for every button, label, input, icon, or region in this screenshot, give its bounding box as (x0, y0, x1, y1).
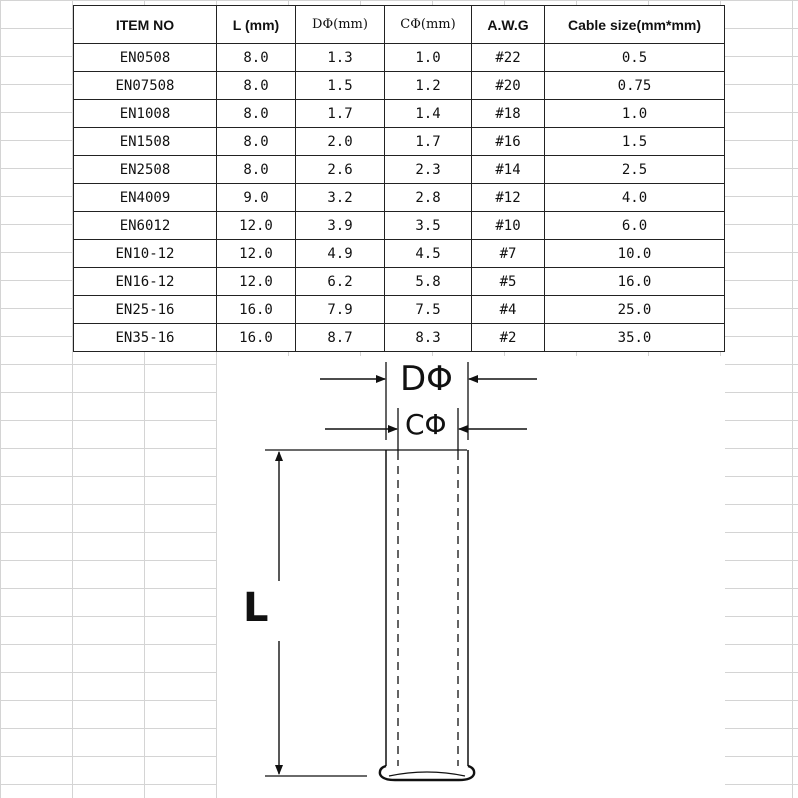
table-row (74, 240, 725, 268)
cell-awg[interactable]: #18 (472, 100, 545, 128)
cell-length[interactable]: 8.0 (217, 100, 296, 128)
table-row (74, 184, 725, 212)
cell-item[interactable]: EN25-16 (74, 296, 217, 324)
cell-cable-size[interactable]: 1.5 (545, 128, 725, 156)
table-row (74, 268, 725, 296)
ferrule-spec-table (73, 5, 725, 352)
cell-awg[interactable]: #20 (472, 72, 545, 100)
outer-diameter-label: DΦ (400, 359, 453, 399)
table-row (74, 44, 725, 72)
cell-inner-diameter[interactable]: 1.4 (385, 100, 472, 128)
cell-length[interactable]: 16.0 (217, 296, 296, 324)
cell-outer-diameter[interactable]: 2.6 (296, 156, 385, 184)
header-length[interactable]: L (mm) (217, 6, 296, 44)
cell-item[interactable]: EN0508 (74, 44, 217, 72)
cell-inner-diameter[interactable]: 7.5 (385, 296, 472, 324)
header-cable-size[interactable]: Cable size(mm*mm) (545, 6, 725, 44)
cell-length[interactable]: 8.0 (217, 128, 296, 156)
cell-item[interactable]: EN2508 (74, 156, 217, 184)
cell-cable-size[interactable]: 16.0 (545, 268, 725, 296)
cell-inner-diameter[interactable]: 4.5 (385, 240, 472, 268)
cell-awg[interactable]: #4 (472, 296, 545, 324)
table-header-row (74, 6, 725, 44)
ferrule-drawing-svg (217, 356, 725, 798)
header-item-no[interactable]: ITEM NO (74, 6, 217, 44)
cell-item[interactable]: EN4009 (74, 184, 217, 212)
cell-cable-size[interactable]: 25.0 (545, 296, 725, 324)
cell-outer-diameter[interactable]: 6.2 (296, 268, 385, 296)
cell-outer-diameter[interactable]: 1.7 (296, 100, 385, 128)
table-row (74, 100, 725, 128)
cell-inner-diameter[interactable]: 5.8 (385, 268, 472, 296)
cell-item[interactable]: EN1508 (74, 128, 217, 156)
header-outer-diameter[interactable]: DΦ(mm) (296, 6, 385, 44)
cell-awg[interactable]: #14 (472, 156, 545, 184)
cell-item[interactable]: EN10-12 (74, 240, 217, 268)
cell-item[interactable]: EN07508 (74, 72, 217, 100)
cell-inner-diameter[interactable]: 1.0 (385, 44, 472, 72)
cell-outer-diameter[interactable]: 1.5 (296, 72, 385, 100)
cell-cable-size[interactable]: 6.0 (545, 212, 725, 240)
cell-inner-diameter[interactable]: 8.3 (385, 324, 472, 352)
cell-outer-diameter[interactable]: 4.9 (296, 240, 385, 268)
table-row (74, 156, 725, 184)
cell-awg[interactable]: #22 (472, 44, 545, 72)
cell-outer-diameter[interactable]: 3.9 (296, 212, 385, 240)
cell-outer-diameter[interactable]: 7.9 (296, 296, 385, 324)
cell-inner-diameter[interactable]: 1.7 (385, 128, 472, 156)
cell-length[interactable]: 12.0 (217, 268, 296, 296)
ferrule-collar (380, 766, 474, 780)
cell-item[interactable]: EN16-12 (74, 268, 217, 296)
cell-item[interactable]: EN6012 (74, 212, 217, 240)
cell-cable-size[interactable]: 1.0 (545, 100, 725, 128)
cell-awg[interactable]: #7 (472, 240, 545, 268)
cell-cable-size[interactable]: 4.0 (545, 184, 725, 212)
cell-length[interactable]: 12.0 (217, 212, 296, 240)
cell-length[interactable]: 16.0 (217, 324, 296, 352)
cell-awg[interactable]: #10 (472, 212, 545, 240)
cell-length[interactable]: 8.0 (217, 44, 296, 72)
cell-cable-size[interactable]: 2.5 (545, 156, 725, 184)
cell-inner-diameter[interactable]: 3.5 (385, 212, 472, 240)
cell-outer-diameter[interactable]: 2.0 (296, 128, 385, 156)
cell-length[interactable]: 8.0 (217, 72, 296, 100)
cell-outer-diameter[interactable]: 1.3 (296, 44, 385, 72)
cell-inner-diameter[interactable]: 2.8 (385, 184, 472, 212)
ferrule-dimension-drawing[interactable] (217, 356, 725, 798)
header-inner-diameter[interactable]: CΦ(mm) (385, 6, 472, 44)
cell-awg[interactable]: #2 (472, 324, 545, 352)
inner-diameter-label: CΦ (405, 408, 447, 441)
header-awg[interactable]: A.W.G (472, 6, 545, 44)
table-row (74, 212, 725, 240)
cell-awg[interactable]: #12 (472, 184, 545, 212)
cell-cable-size[interactable]: 35.0 (545, 324, 725, 352)
cell-inner-diameter[interactable]: 1.2 (385, 72, 472, 100)
cell-item[interactable]: EN1008 (74, 100, 217, 128)
table-row (74, 324, 725, 352)
cell-outer-diameter[interactable]: 3.2 (296, 184, 385, 212)
cell-awg[interactable]: #16 (472, 128, 545, 156)
cell-cable-size[interactable]: 10.0 (545, 240, 725, 268)
cell-cable-size[interactable]: 0.75 (545, 72, 725, 100)
cell-outer-diameter[interactable]: 8.7 (296, 324, 385, 352)
cell-cable-size[interactable]: 0.5 (545, 44, 725, 72)
table-row (74, 128, 725, 156)
table-row (74, 296, 725, 324)
length-label: L (243, 585, 269, 631)
cell-length[interactable]: 12.0 (217, 240, 296, 268)
table-row (74, 72, 725, 100)
cell-item[interactable]: EN35-16 (74, 324, 217, 352)
cell-length[interactable]: 9.0 (217, 184, 296, 212)
cell-length[interactable]: 8.0 (217, 156, 296, 184)
cell-awg[interactable]: #5 (472, 268, 545, 296)
cell-inner-diameter[interactable]: 2.3 (385, 156, 472, 184)
